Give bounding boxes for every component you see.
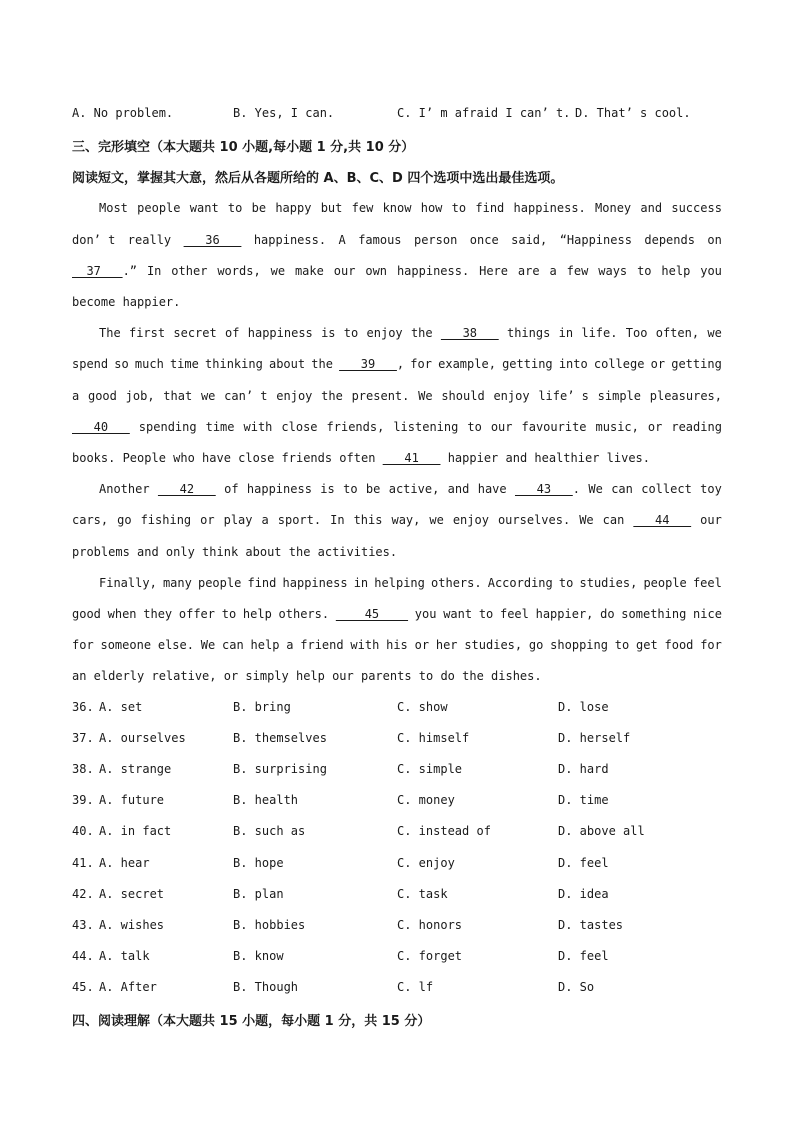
p4-word: help bbox=[250, 638, 280, 652]
p2-word: for bbox=[410, 357, 432, 371]
p1-line1 bbox=[99, 200, 722, 216]
p1-line2 bbox=[72, 232, 722, 248]
p3-word: cars, bbox=[72, 513, 109, 527]
question-row bbox=[72, 980, 722, 996]
question-number: 45. bbox=[72, 979, 94, 994]
p4-word: with bbox=[350, 638, 380, 652]
p1-word: In bbox=[146, 264, 162, 278]
p1-word: and bbox=[640, 201, 663, 215]
p4-word: studies, bbox=[464, 638, 523, 652]
question-number: 37. bbox=[72, 731, 94, 746]
p2-word: the bbox=[321, 389, 343, 403]
p2-word: music, bbox=[595, 420, 639, 434]
p1-word: we bbox=[270, 264, 286, 278]
p3-word: . bbox=[572, 482, 581, 496]
p1-word: .” bbox=[122, 264, 138, 278]
p2-line1 bbox=[99, 325, 722, 341]
p3-word: of bbox=[224, 482, 239, 496]
p3-word: to bbox=[343, 482, 358, 496]
p1-word: other bbox=[171, 264, 208, 278]
p2-word: is bbox=[321, 326, 336, 340]
p1-word: said, bbox=[511, 233, 548, 247]
p4-word: can bbox=[222, 638, 244, 652]
p1-word: know bbox=[382, 201, 412, 215]
answer-option-b[interactable]: B. know bbox=[233, 948, 284, 963]
p3-line3: problems and only think about the activities. bbox=[72, 545, 398, 559]
p3-word: collect bbox=[641, 482, 692, 496]
p1-word: our bbox=[333, 264, 356, 278]
p2-word: enjoy bbox=[276, 389, 313, 403]
question-row bbox=[72, 731, 722, 747]
p2-word: can’ t bbox=[224, 389, 268, 403]
p4-word: offer bbox=[178, 607, 215, 621]
p4-word: Finally, bbox=[99, 576, 157, 590]
answer-option-d[interactable]: D. lose bbox=[558, 700, 609, 714]
p4-line1 bbox=[99, 575, 722, 591]
p3-word: or bbox=[200, 513, 215, 527]
p4-word: happier, bbox=[535, 607, 594, 621]
p2-word: , bbox=[396, 357, 405, 371]
p4-word: shopping bbox=[550, 638, 608, 652]
p4-word: for bbox=[72, 638, 94, 652]
p2-word: enjoy bbox=[366, 326, 403, 340]
p3-word: fishing bbox=[140, 513, 192, 527]
p1-word: Most bbox=[99, 201, 128, 215]
p4-word: food bbox=[664, 638, 694, 652]
p2-word: things bbox=[506, 326, 551, 340]
p4-word: you bbox=[414, 607, 437, 621]
p2-word: into bbox=[558, 357, 588, 371]
answer-option-c[interactable]: C. forget bbox=[397, 948, 463, 963]
answer-option-c[interactable]: C. enjoy bbox=[397, 855, 455, 870]
section3-instruction: 阅读短文，掌握其大意，然后从各题所给的 A、B、C、D 四个选项中选出最佳选项。 bbox=[72, 171, 564, 186]
p3-word: sport. bbox=[277, 513, 322, 527]
p2-word: listening bbox=[393, 420, 459, 434]
p1-word: words, bbox=[217, 264, 261, 278]
p1-word: Money bbox=[595, 201, 632, 215]
answer-option-d[interactable]: D. tastes bbox=[558, 917, 624, 932]
answer-option-c[interactable]: C. task bbox=[397, 886, 448, 901]
question-row bbox=[72, 824, 722, 840]
answer-option-a[interactable]: A. hear bbox=[99, 855, 150, 870]
answer-option-d[interactable]: D. above all bbox=[558, 824, 645, 839]
answer-option-b[interactable]: B. themselves bbox=[233, 731, 327, 746]
p2-word: life. bbox=[581, 326, 618, 340]
answer-option-a[interactable]: A. wishes bbox=[99, 917, 165, 932]
p4-word: to bbox=[614, 638, 630, 652]
p3-word: a bbox=[261, 513, 269, 527]
p4-word: to bbox=[558, 576, 574, 590]
p2-word: should bbox=[441, 389, 485, 403]
p2-word: about bbox=[268, 357, 306, 371]
p2-word: getting bbox=[502, 357, 553, 371]
question-row bbox=[72, 700, 722, 716]
answer-option-b[interactable]: B. surprising bbox=[233, 762, 327, 777]
p4-word: someone bbox=[100, 638, 152, 652]
p4-word: others. bbox=[431, 576, 482, 590]
p1-word: ways bbox=[598, 264, 628, 278]
p4-word: to bbox=[221, 607, 237, 621]
question-row bbox=[72, 793, 722, 809]
question-row bbox=[72, 762, 722, 778]
p2-line5-text-b: happier and healthier lives. bbox=[447, 451, 650, 465]
answer-option-c[interactable]: C. show bbox=[397, 700, 448, 714]
p1-word: but bbox=[320, 201, 343, 215]
p2-word: the bbox=[410, 326, 433, 340]
p3-word: Another bbox=[99, 482, 150, 496]
p1-word: few bbox=[351, 201, 374, 215]
blank-41[interactable]: 41 bbox=[382, 451, 441, 465]
question-number: 39. bbox=[72, 793, 94, 808]
p1-word: success bbox=[671, 201, 722, 215]
p4-word: they bbox=[143, 607, 173, 621]
p2-word: happiness bbox=[247, 326, 313, 340]
p2-word: getting bbox=[671, 357, 722, 371]
p4-word: else. bbox=[157, 638, 194, 652]
answer-option-c[interactable]: C. money bbox=[397, 793, 455, 808]
p4-word: a bbox=[286, 638, 294, 652]
p2-word: first bbox=[128, 326, 166, 340]
answer-option-a[interactable]: A. strange bbox=[99, 762, 172, 777]
answer-option-b[interactable]: B. plan bbox=[233, 886, 284, 901]
p3-word: We bbox=[579, 513, 594, 527]
p3-word: In bbox=[330, 513, 345, 527]
p4-word: many bbox=[162, 576, 192, 590]
p2-word: time bbox=[205, 420, 235, 434]
blank-44[interactable]: 44 bbox=[633, 513, 692, 527]
answer-option-b[interactable]: B. Though bbox=[233, 979, 299, 994]
p1-word: find bbox=[475, 201, 505, 215]
answer-option-c[interactable]: C. simple bbox=[397, 762, 463, 777]
p4-word: or bbox=[414, 638, 430, 652]
p3-word: enjoy bbox=[452, 513, 489, 527]
p1-word: how bbox=[420, 201, 443, 215]
question-row bbox=[72, 949, 722, 965]
p4-word: good bbox=[72, 607, 101, 621]
p4-word: when bbox=[107, 607, 137, 621]
option-c: C. I’ m afraid I can’ t. bbox=[397, 106, 571, 120]
p4-word: for bbox=[700, 638, 722, 652]
p4-word: people bbox=[197, 576, 242, 590]
answer-option-d[interactable]: D. feel bbox=[558, 948, 609, 963]
question-number: 40. bbox=[72, 824, 94, 839]
p2-word: pleasures, bbox=[649, 389, 722, 403]
p1-word: really bbox=[127, 233, 172, 247]
p3-word: We bbox=[588, 482, 603, 496]
p4-word: get bbox=[636, 638, 658, 652]
p4-word: her bbox=[435, 638, 458, 652]
answer-option-a[interactable]: A. After bbox=[99, 979, 157, 994]
p4-word: help bbox=[242, 607, 272, 621]
p3-word: can bbox=[602, 513, 625, 527]
answer-option-c[interactable]: C. instead of bbox=[397, 824, 491, 839]
option-a: A. No problem. bbox=[72, 106, 174, 120]
p2-word: often, bbox=[655, 326, 700, 340]
p3-line1 bbox=[99, 481, 722, 497]
answer-option-b[interactable]: B. hobbies bbox=[233, 917, 306, 932]
p1-word: a bbox=[549, 264, 557, 278]
answer-option-a[interactable]: A. in fact bbox=[99, 824, 172, 839]
p1-word: happy bbox=[275, 201, 312, 215]
p2-word: Too bbox=[625, 326, 648, 340]
p2-word: life’ s bbox=[538, 389, 589, 403]
p2-word: college bbox=[593, 357, 645, 371]
p2-word: thinking bbox=[205, 357, 263, 371]
answer-option-a[interactable]: A. future bbox=[99, 793, 165, 808]
p3-word: way, bbox=[391, 513, 421, 527]
p4-word: feel bbox=[692, 576, 722, 590]
answer-option-b[interactable]: B. such as bbox=[233, 824, 306, 839]
p2-word: the bbox=[311, 357, 333, 371]
p4-word: We bbox=[200, 638, 216, 652]
blank-36[interactable]: 36 bbox=[183, 233, 242, 247]
p1-word: on bbox=[707, 233, 722, 247]
p1-word: help bbox=[661, 264, 691, 278]
p3-word: and bbox=[447, 482, 470, 496]
option-b: B. Yes, I can. bbox=[233, 106, 335, 120]
p2-word: simple bbox=[597, 389, 641, 403]
p2-word: that bbox=[163, 389, 193, 403]
question-number: 44. bbox=[72, 948, 94, 963]
p2-word: We bbox=[418, 389, 433, 403]
p1-word: “Happiness bbox=[559, 233, 632, 247]
p4-line3 bbox=[72, 637, 722, 653]
blank-45[interactable]: 45 bbox=[335, 607, 409, 621]
p3-word: play bbox=[223, 513, 253, 527]
question-number: 36. bbox=[72, 700, 94, 714]
p2-word: of bbox=[225, 326, 240, 340]
p2-word: we bbox=[707, 326, 722, 340]
p2-line4 bbox=[72, 419, 722, 435]
p1-word: famous bbox=[358, 233, 402, 247]
p4-word: happiness bbox=[282, 576, 348, 590]
p2-line5 bbox=[72, 450, 722, 466]
p3-word: this bbox=[353, 513, 383, 527]
p1-word: Here bbox=[479, 264, 509, 278]
p2-word: enjoy bbox=[493, 389, 530, 403]
p1-word: depends bbox=[644, 233, 695, 247]
question-number: 38. bbox=[72, 762, 94, 777]
p4-word: others. bbox=[278, 607, 330, 621]
p1-word: want bbox=[189, 201, 219, 215]
p3-word: toy bbox=[700, 482, 722, 496]
answer-option-a[interactable]: A. ourselves bbox=[99, 731, 186, 746]
p4-word: feel bbox=[499, 607, 529, 621]
answer-option-b[interactable]: B. health bbox=[233, 793, 299, 808]
p1-word: own bbox=[365, 264, 388, 278]
question-number: 41. bbox=[72, 855, 94, 870]
p3-word: be bbox=[365, 482, 381, 496]
p1-word: you bbox=[700, 264, 722, 278]
p4-line2 bbox=[72, 606, 722, 622]
p4-word: do bbox=[600, 607, 615, 621]
p4-word: something bbox=[621, 607, 687, 621]
blank-43-group bbox=[515, 481, 580, 497]
p2-word: so bbox=[114, 357, 129, 371]
answer-option-c[interactable]: C. lf bbox=[397, 979, 434, 994]
p2-word: much bbox=[134, 357, 164, 371]
section3-title: 三、完形填空（本大题共 10 小题,每小题 1 分,共 10 分） bbox=[72, 140, 415, 155]
blank-39-group bbox=[339, 356, 404, 372]
blank-42[interactable]: 42 bbox=[157, 482, 216, 496]
blank-38[interactable]: 38 bbox=[440, 326, 499, 340]
blank-40[interactable]: 40 bbox=[72, 420, 130, 434]
p2-word: time bbox=[169, 357, 199, 371]
answer-option-d[interactable]: D. So bbox=[558, 979, 595, 994]
p2-word: spending bbox=[138, 420, 197, 434]
answer-option-d[interactable]: D. idea bbox=[558, 886, 609, 901]
p2-word: with bbox=[243, 420, 273, 434]
answer-option-a[interactable]: A. set bbox=[99, 700, 143, 714]
p2-line5-text-a: books. People who have close friends often bbox=[72, 451, 376, 465]
blank-39[interactable]: 39 bbox=[339, 357, 397, 371]
p1-word: happiness. bbox=[253, 233, 327, 247]
p1-word: people bbox=[137, 201, 181, 215]
p3-line2 bbox=[72, 512, 722, 528]
blank-37-group bbox=[72, 263, 137, 279]
p1-word: to bbox=[637, 264, 652, 278]
question-row bbox=[72, 856, 722, 872]
p2-word: present. bbox=[351, 389, 410, 403]
p3-word: we bbox=[429, 513, 444, 527]
answer-option-c[interactable]: C. honors bbox=[397, 917, 463, 932]
p1-word: A bbox=[338, 233, 346, 247]
p4-word: his bbox=[386, 638, 408, 652]
p2-line3 bbox=[72, 388, 722, 404]
p3-word: active, bbox=[388, 482, 440, 496]
p2-line2 bbox=[72, 356, 722, 372]
p1-word: to bbox=[451, 201, 467, 215]
p1-word: be bbox=[251, 201, 267, 215]
answer-option-a[interactable]: A. secret bbox=[99, 886, 165, 901]
p3-word: can bbox=[611, 482, 633, 496]
p1-word: are bbox=[517, 264, 540, 278]
p1-word: make bbox=[294, 264, 324, 278]
answer-option-b[interactable]: B. hope bbox=[233, 855, 284, 870]
p2-word: spend bbox=[72, 357, 109, 371]
p4-word: find bbox=[247, 576, 277, 590]
option-d: D. That’ s cool. bbox=[575, 106, 691, 120]
p3-word: go bbox=[117, 513, 132, 527]
question-number: 43. bbox=[72, 917, 94, 932]
p3-word: is bbox=[320, 482, 335, 496]
p1-word: once bbox=[469, 233, 499, 247]
answer-option-d[interactable]: D. herself bbox=[558, 731, 631, 746]
p2-word: or bbox=[650, 357, 666, 371]
p3-word: have bbox=[477, 482, 507, 496]
p4-word: go bbox=[528, 638, 544, 652]
question-number: 42. bbox=[72, 886, 94, 901]
p4-word: to bbox=[478, 607, 494, 621]
p4-line4: an elderly relative, or simply help our parents to do the dishes. bbox=[72, 669, 542, 683]
blank-43[interactable]: 43 bbox=[514, 482, 573, 496]
p3-word: ourselves. bbox=[497, 513, 571, 527]
p2-word: favourite bbox=[521, 420, 587, 434]
p2-word: to bbox=[343, 326, 359, 340]
p1-word: happiness. bbox=[396, 264, 470, 278]
answer-option-b[interactable]: B. bring bbox=[233, 700, 291, 714]
p4-word: According bbox=[487, 576, 553, 590]
p1-line3 bbox=[72, 263, 722, 279]
p2-word: job, bbox=[125, 389, 155, 403]
p3-word: our bbox=[700, 513, 722, 527]
p4-word: people bbox=[643, 576, 687, 590]
p1-word: don’ t bbox=[72, 233, 116, 247]
p2-word: in bbox=[558, 326, 574, 340]
p1-word: person bbox=[413, 233, 458, 247]
p4-word: helping bbox=[374, 576, 425, 590]
p4-word: friend bbox=[300, 638, 344, 652]
p1-word: happiness. bbox=[513, 201, 586, 215]
question-row bbox=[72, 918, 722, 934]
p2-word: we bbox=[200, 389, 216, 403]
p2-word: secret bbox=[173, 326, 217, 340]
blank-37[interactable]: 37 bbox=[72, 264, 123, 278]
p4-word: nice bbox=[693, 607, 722, 621]
p2-word: example, bbox=[438, 357, 496, 371]
p2-word: a bbox=[72, 389, 80, 403]
p4-word: want bbox=[443, 607, 473, 621]
p2-word: good bbox=[87, 389, 117, 403]
p2-word: reading bbox=[671, 420, 722, 434]
p1-word: few bbox=[566, 264, 589, 278]
p4-word: in bbox=[353, 576, 369, 590]
p2-word: or bbox=[647, 420, 663, 434]
p2-word: The bbox=[99, 326, 121, 340]
question-row bbox=[72, 887, 722, 903]
p4-word: studies, bbox=[579, 576, 638, 590]
answer-option-c[interactable]: C. himself bbox=[397, 731, 470, 746]
p1-line4: become happier. bbox=[72, 295, 181, 309]
p2-word: our bbox=[490, 420, 513, 434]
answer-option-d[interactable]: D. feel bbox=[558, 855, 609, 870]
p2-word: friends, bbox=[326, 420, 385, 434]
answer-option-a[interactable]: A. talk bbox=[99, 948, 150, 963]
answer-option-d[interactable]: D. time bbox=[558, 793, 609, 808]
p3-word: happiness bbox=[246, 482, 312, 496]
p2-word: to bbox=[467, 420, 482, 434]
p2-word: close bbox=[281, 420, 318, 434]
section4-title: 四、阅读理解（本大题共 15 小题，每小题 1 分，共 15 分） bbox=[72, 1014, 431, 1029]
answer-option-d[interactable]: D. hard bbox=[558, 762, 609, 777]
p1-word: to bbox=[227, 201, 243, 215]
